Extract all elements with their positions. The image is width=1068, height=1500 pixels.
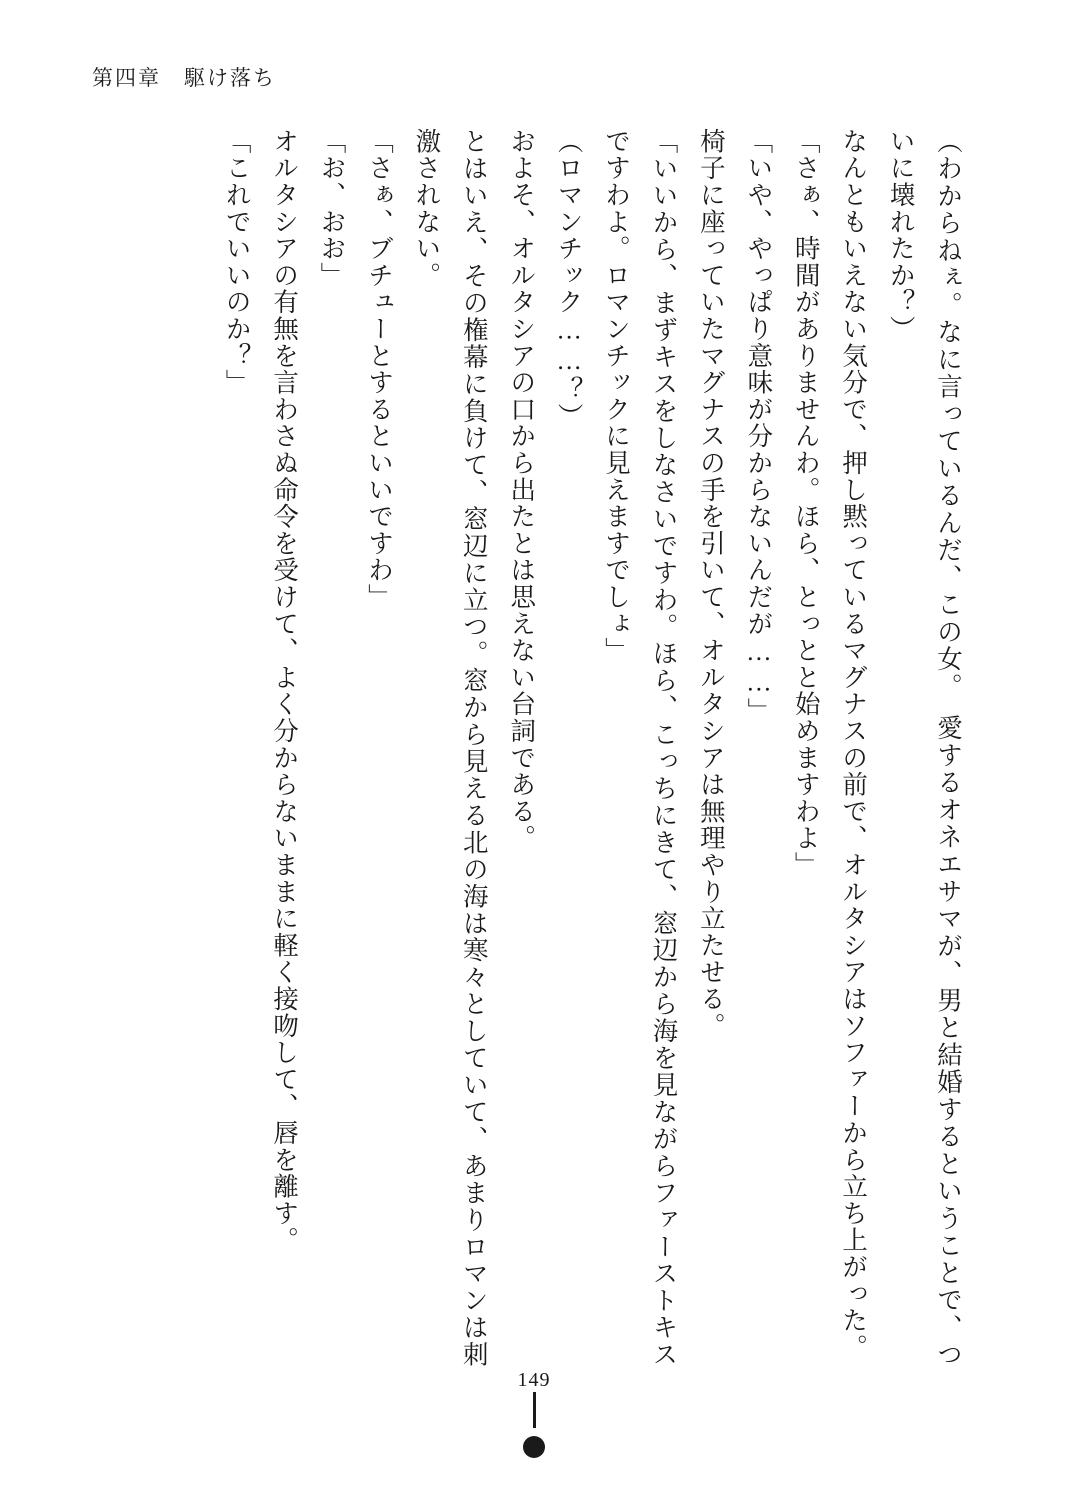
paragraph: 椅子に座っていたマグナスの手を引いて、オルタシアは無理やり立たせる。 bbox=[696, 128, 726, 1040]
paragraph: とはいえ、その権幕に負けて、窓辺に立つ。窓から見える北の海は寒々としていて、あまりロマンは刺激されない。 bbox=[412, 128, 489, 1368]
paragraph: （わからねぇ。なに言っているんだ、この女。 愛するオネエサマが、男と結婚するということで、ついに壊れたか？） bbox=[886, 128, 963, 1368]
page-footer bbox=[0, 1369, 1068, 1458]
paragraph: 「さぁ、ブチューとするといいですわ」 bbox=[364, 128, 394, 611]
page-body-text bbox=[142, 128, 972, 1368]
folio-rule bbox=[533, 1392, 536, 1428]
paragraph: なんともいえない気分で、押し黙っているマグナスの前で、オルタシアはソファーから立ち上がった。 bbox=[839, 128, 869, 1361]
paragraph: 「いいから、まずキスをしなさいですわ。ほら、こっちにきて、窓辺から海を見ながらファーストキスですわよ。ロマンチックに見えますでしょ」 bbox=[602, 128, 679, 1368]
paragraph: 「これでいいのか？」 bbox=[222, 128, 252, 396]
paragraph: 「さぁ、時間がありませんわ。ほら、とっとと始めますわよ」 bbox=[791, 128, 821, 879]
paragraph: （ロマンチック……？） bbox=[554, 128, 584, 430]
paragraph: 「お、おお」 bbox=[317, 128, 347, 289]
paragraph: オルタシアの有無を言わさぬ命令を受けて、よく分からないままに軽く接吻して、唇を離す。 bbox=[270, 128, 300, 1254]
page-number: 149 bbox=[517, 1369, 551, 1391]
folio-dot-icon bbox=[523, 1436, 545, 1458]
paragraph: 「いや、やっぱり意味が分からないんだが……」 bbox=[744, 128, 774, 725]
chapter-running-head: 第四章 駆け落ち bbox=[92, 66, 276, 90]
paragraph: およそ、オルタシアの口から出たとは思えない台詞である。 bbox=[507, 128, 537, 852]
